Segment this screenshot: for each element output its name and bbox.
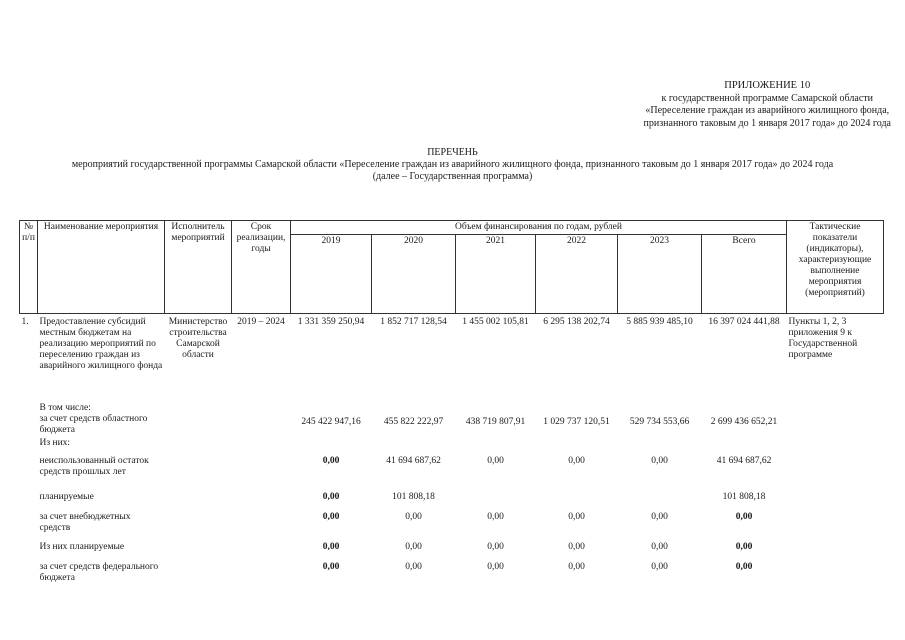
- table-row-unused: [20, 456, 884, 492]
- table-row-planned: [20, 492, 884, 512]
- appendix-heading: ПРИЛОЖЕНИЕ 10: [724, 80, 811, 91]
- value-cell: 0,00: [651, 456, 668, 466]
- value-cell: 0,00: [487, 456, 504, 466]
- appendix-line: признанного таковым до 1 января 2017 года» до 2024 года: [643, 117, 891, 129]
- total-cell: 0,00: [735, 542, 753, 552]
- row-name: неиспользованный остаток средств прошлых лет: [39, 456, 149, 477]
- title-line: мероприятий государственной программы Самарской области «Переселение граждан из аварийного жилищного фонда, признанного таковым до 1 января 2017 года» до 2024 года: [71, 159, 834, 170]
- value-cell: 41 694 687,62: [386, 456, 441, 466]
- table-row-extrabudget: [20, 512, 884, 542]
- header-period: Срок реализации, годы: [232, 221, 291, 314]
- header-year: 2019: [291, 235, 372, 314]
- value-cell: 0,00: [322, 512, 340, 522]
- header-year: 2023: [618, 235, 702, 314]
- header-total: Всего: [702, 235, 787, 314]
- header-year: 2022: [536, 235, 618, 314]
- value-cell: 1 331 359 250,94: [297, 317, 365, 327]
- value-cell: 0,00: [405, 542, 422, 552]
- of-them-label: Из них:: [39, 438, 71, 448]
- title-heading: ПЕРЕЧЕНЬ: [427, 147, 478, 158]
- value-cell: 0,00: [487, 512, 504, 522]
- header-indicators: Тактические показатели (индикаторы), характеризующие выполнение мероприятия (мероприятий): [787, 221, 884, 314]
- row-name: планируемые: [39, 492, 94, 502]
- value-cell: 1 029 737 120,51: [543, 417, 610, 427]
- value-cell: 0,00: [568, 562, 585, 572]
- value-cell: 1 455 002 105,81: [462, 317, 529, 327]
- header-year: 2020: [372, 235, 456, 314]
- value-cell: 0,00: [405, 512, 422, 522]
- header-name: Наименование мероприятия: [38, 221, 165, 314]
- value-cell: 455 822 222,97: [383, 417, 444, 427]
- value-cell: 5 885 939 485,10: [626, 317, 693, 327]
- row-executor: Министерство строительства Самарской области: [168, 317, 228, 360]
- header-executor: Исполнитель мероприятий: [165, 221, 232, 314]
- value-cell: 0,00: [651, 512, 668, 522]
- value-cell: 1 852 717 128,54: [380, 317, 447, 327]
- appendix-block: [644, 80, 892, 130]
- value-cell: 0,00: [568, 456, 585, 466]
- value-cell: 0,00: [651, 562, 668, 572]
- value-cell: 245 422 947,16: [301, 417, 361, 427]
- measures-table: [19, 220, 884, 586]
- value-cell: 0,00: [651, 542, 668, 552]
- header-year: 2021: [456, 235, 536, 314]
- table-row-extrabudget-planned: [20, 542, 884, 562]
- value-cell: 6 295 138 202,74: [543, 317, 610, 327]
- appendix-line: к государственной программе Самарской области: [661, 92, 873, 104]
- table-row-federal: [20, 562, 884, 586]
- total-cell: 16 397 024 441,88: [708, 317, 780, 327]
- row-indicators: Пункты 1, 2, 3 приложения 9 к Государственной программе: [788, 317, 858, 360]
- value-cell: [536, 492, 618, 512]
- row-num: 1.: [21, 317, 29, 327]
- value-cell: 0,00: [322, 542, 340, 552]
- total-cell: 0,00: [735, 512, 753, 522]
- total-cell: 2 699 436 652,21: [710, 417, 778, 427]
- value-cell: 0,00: [322, 492, 340, 502]
- row-period: 2019 – 2024: [237, 317, 285, 327]
- header-num: № п/п: [20, 221, 38, 314]
- incl-label: В том числе:: [39, 403, 91, 413]
- total-cell: 41 694 687,62: [716, 456, 772, 466]
- table-row-label: [20, 399, 884, 414]
- value-cell: 0,00: [322, 456, 340, 466]
- row-name: за счет внебюджетных средств: [39, 512, 131, 533]
- document-title: [0, 147, 905, 183]
- value-cell: 0,00: [568, 542, 585, 552]
- table-row-main: [20, 314, 884, 400]
- value-cell: 438 719 807,91: [465, 417, 526, 427]
- table-row-label: [20, 436, 884, 456]
- header-financing: Объем финансирования по годам, рублей: [291, 221, 787, 235]
- value-cell: 0,00: [568, 512, 585, 522]
- row-name: Из них планируемые: [39, 542, 125, 552]
- value-cell: 0,00: [405, 562, 422, 572]
- value-cell: [618, 492, 702, 512]
- title-subline: (далее – Государственная программа): [372, 171, 533, 182]
- value-cell: [456, 492, 536, 512]
- appendix-line: «Переселение граждан из аварийного жилищного фонда,: [645, 105, 890, 116]
- value-cell: 101 808,18: [392, 492, 435, 502]
- row-name: за счет средств областного бюджета: [39, 414, 148, 435]
- value-cell: 0,00: [322, 562, 340, 572]
- row-name: за счет средств федерального бюджета: [39, 562, 159, 583]
- row-name: Предоставление субсидий местным бюджетам на реализацию мероприятий по переселению граждан из аварийного жилищного фонда: [39, 317, 163, 371]
- total-cell: 0,00: [735, 562, 753, 572]
- value-cell: 0,00: [487, 562, 504, 572]
- value-cell: 0,00: [487, 542, 504, 552]
- total-cell: 101 808,18: [722, 492, 766, 502]
- table-row-regional: [20, 414, 884, 436]
- value-cell: 529 734 553,66: [629, 417, 690, 427]
